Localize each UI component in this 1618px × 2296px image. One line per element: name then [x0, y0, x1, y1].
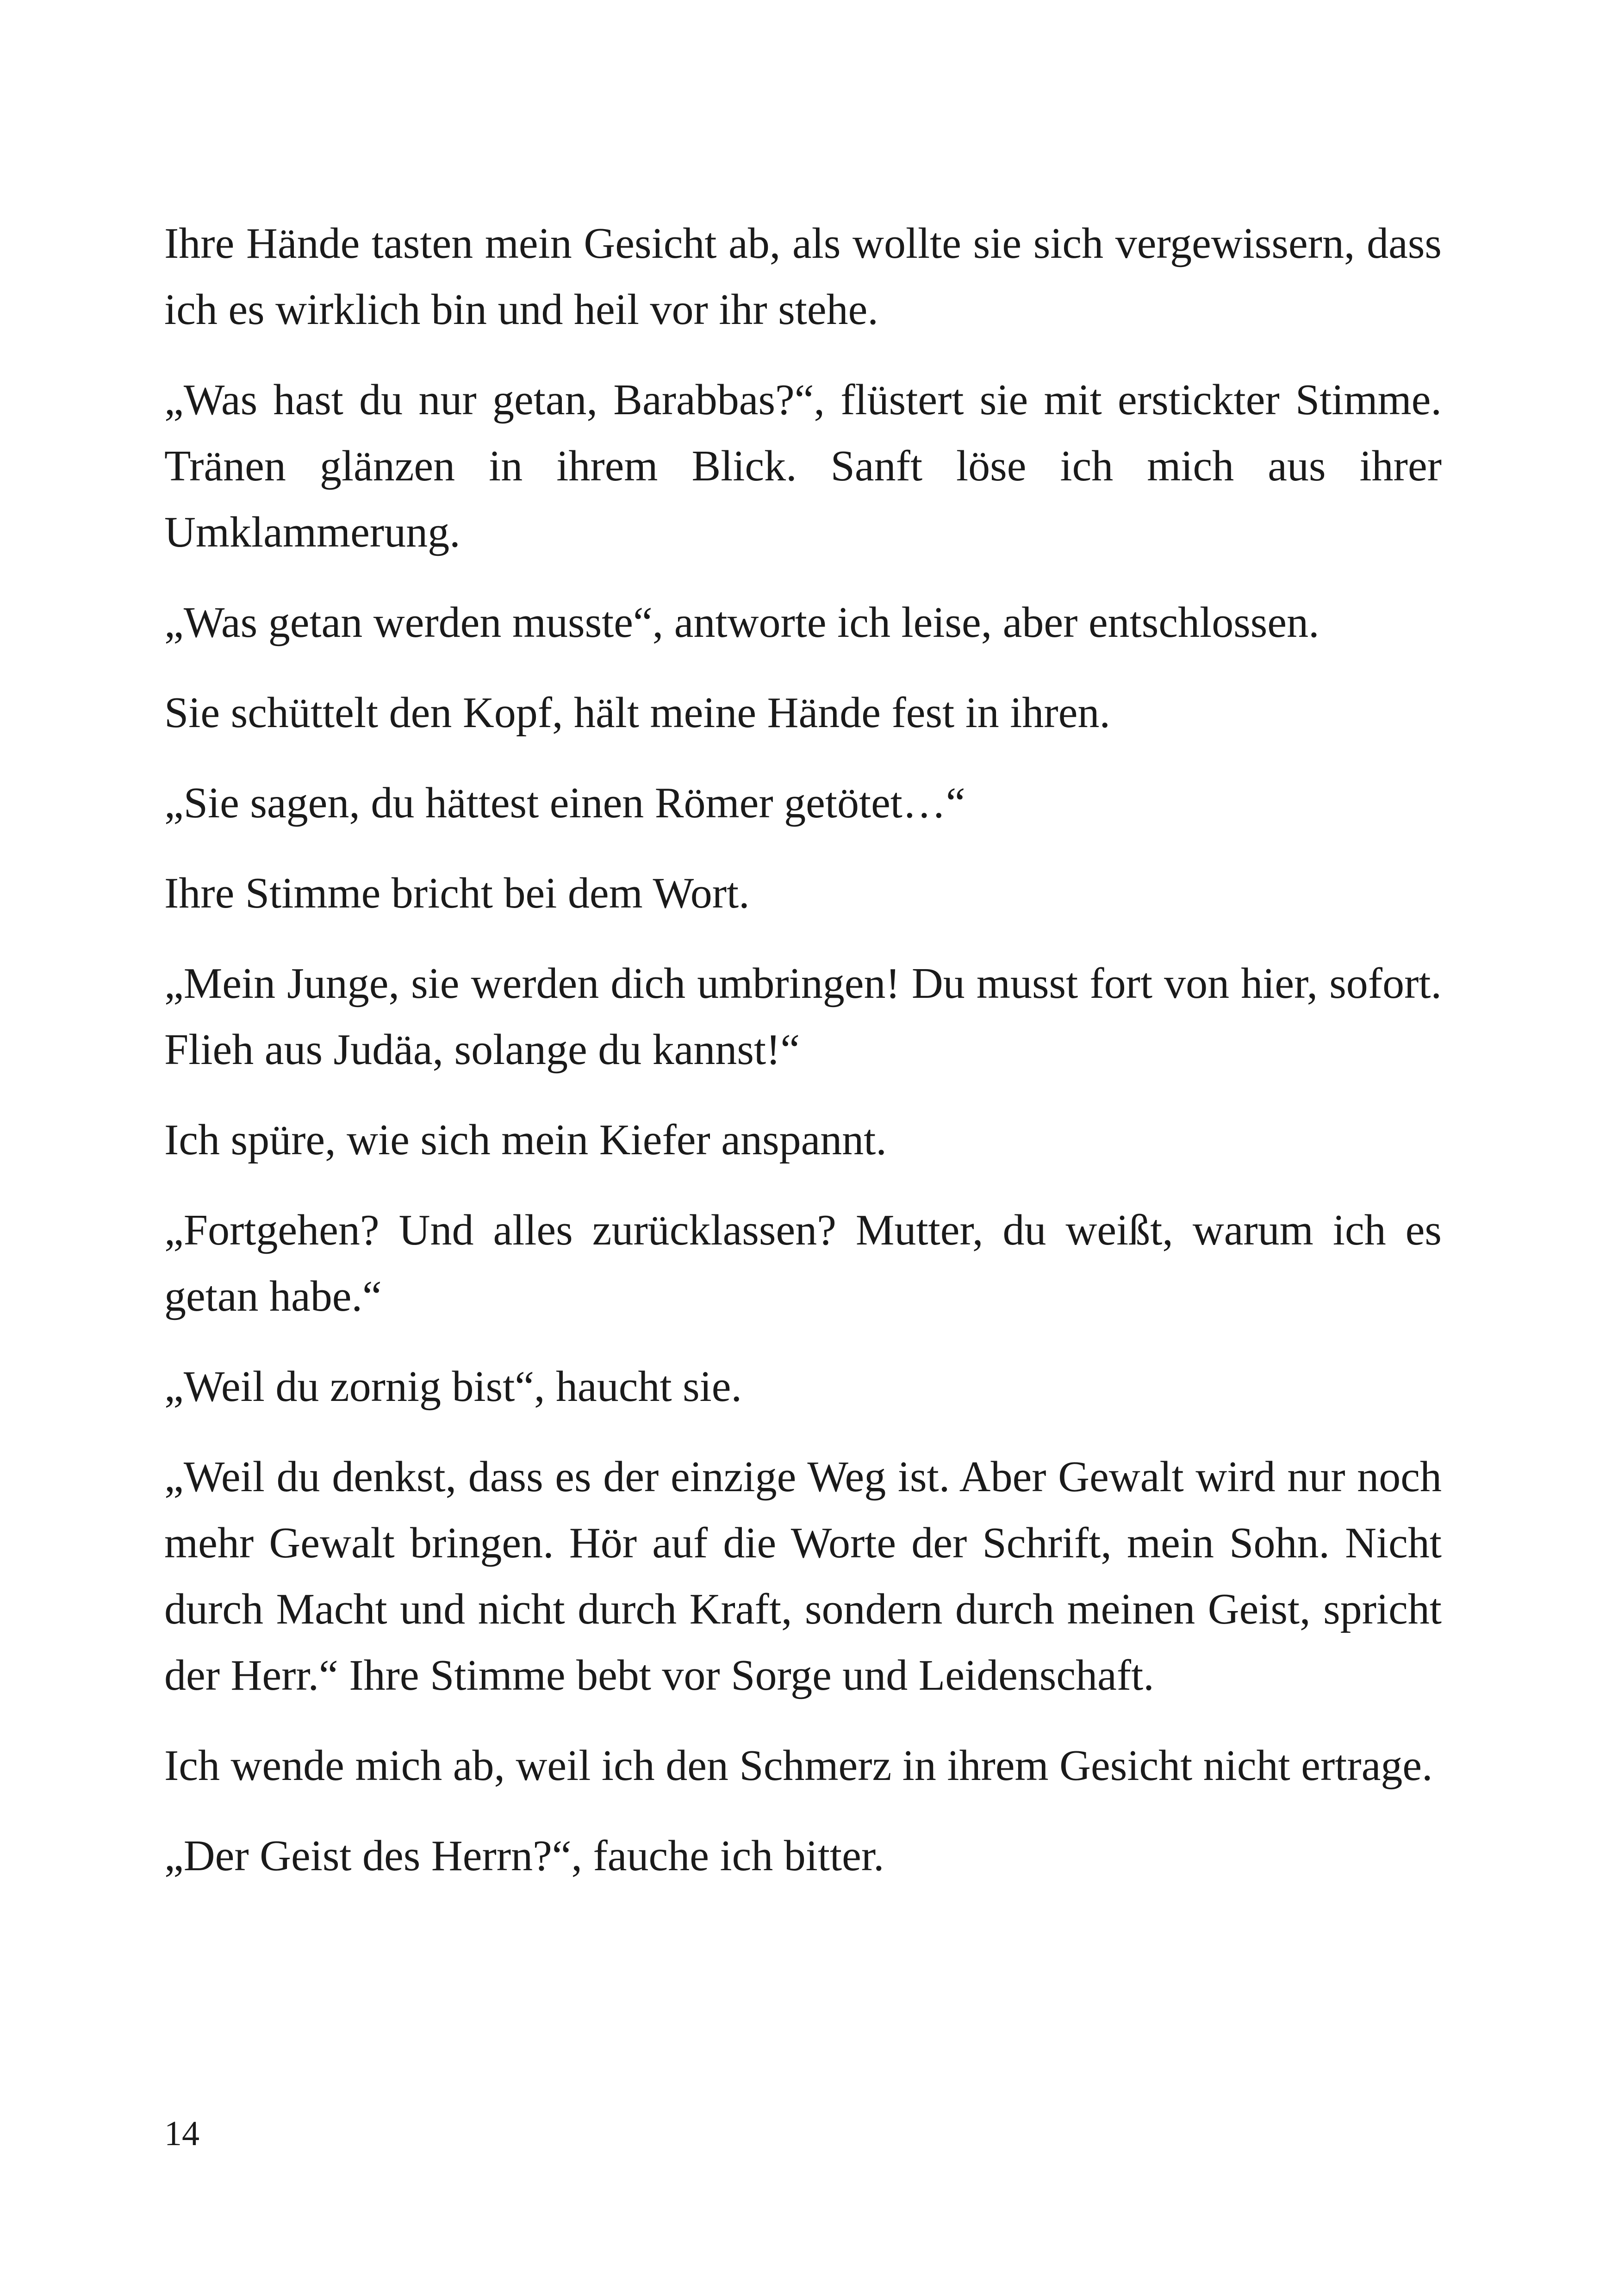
page-number: 14	[164, 2114, 199, 2153]
paragraph: Ich wende mich ab, weil ich den Schmerz in ihrem Gesicht nicht ertrage.	[164, 1742, 1433, 1790]
paragraph: „Weil du zornig bist“, haucht sie.	[164, 1363, 742, 1411]
paragraph: Ihre Hände tasten mein Gesicht ab, als wollte sie sich vergewissern, dass ich es wirklich bin und heil vor ihr stehe.	[164, 219, 1442, 334]
paragraph: „Der Geist des Herrn?“, fauche ich bitter.	[164, 1832, 884, 1880]
paragraph: „Was hast du nur getan, Barabbas?“, flüstert sie mit erstickter Stimme. Tränen glänzen in ihrem Blick. Sanft löse ich mich aus ihrer Umklammerung.	[164, 376, 1442, 556]
paragraph: Ich spüre, wie sich mein Kiefer anspannt.	[164, 1116, 887, 1164]
paragraph: „Fortgehen? Und alles zurücklassen? Mutter, du weißt, warum ich es getan habe.“	[164, 1206, 1442, 1320]
body-text	[164, 211, 1442, 1913]
paragraph: „Sie sagen, du hättest einen Römer getötet…“	[164, 779, 965, 827]
paragraph: „Was getan werden musste“, antworte ich leise, aber entschlossen.	[164, 598, 1319, 647]
paragraph: „Weil du denkst, dass es der einzige Weg ist. Aber Gewalt wird nur noch mehr Gewalt bringen. Hör auf die Worte der Schrift, mein Sohn. Nicht durch Macht und nicht durch Kraft, sondern durch meinen Geist, spricht der Herr.“ Ihre Stimme bebt vor Sorge und Leidenschaft.	[164, 1453, 1442, 1699]
paragraph: Ihre Stimme bricht bei dem Wort.	[164, 869, 750, 917]
paragraph: „Mein Junge, sie werden dich umbringen! Du musst fort von hier, sofort. Flieh aus Judäa, solange du kannst!“	[164, 959, 1442, 1074]
paragraph: Sie schüttelt den Kopf, hält meine Hände fest in ihren.	[164, 689, 1110, 737]
